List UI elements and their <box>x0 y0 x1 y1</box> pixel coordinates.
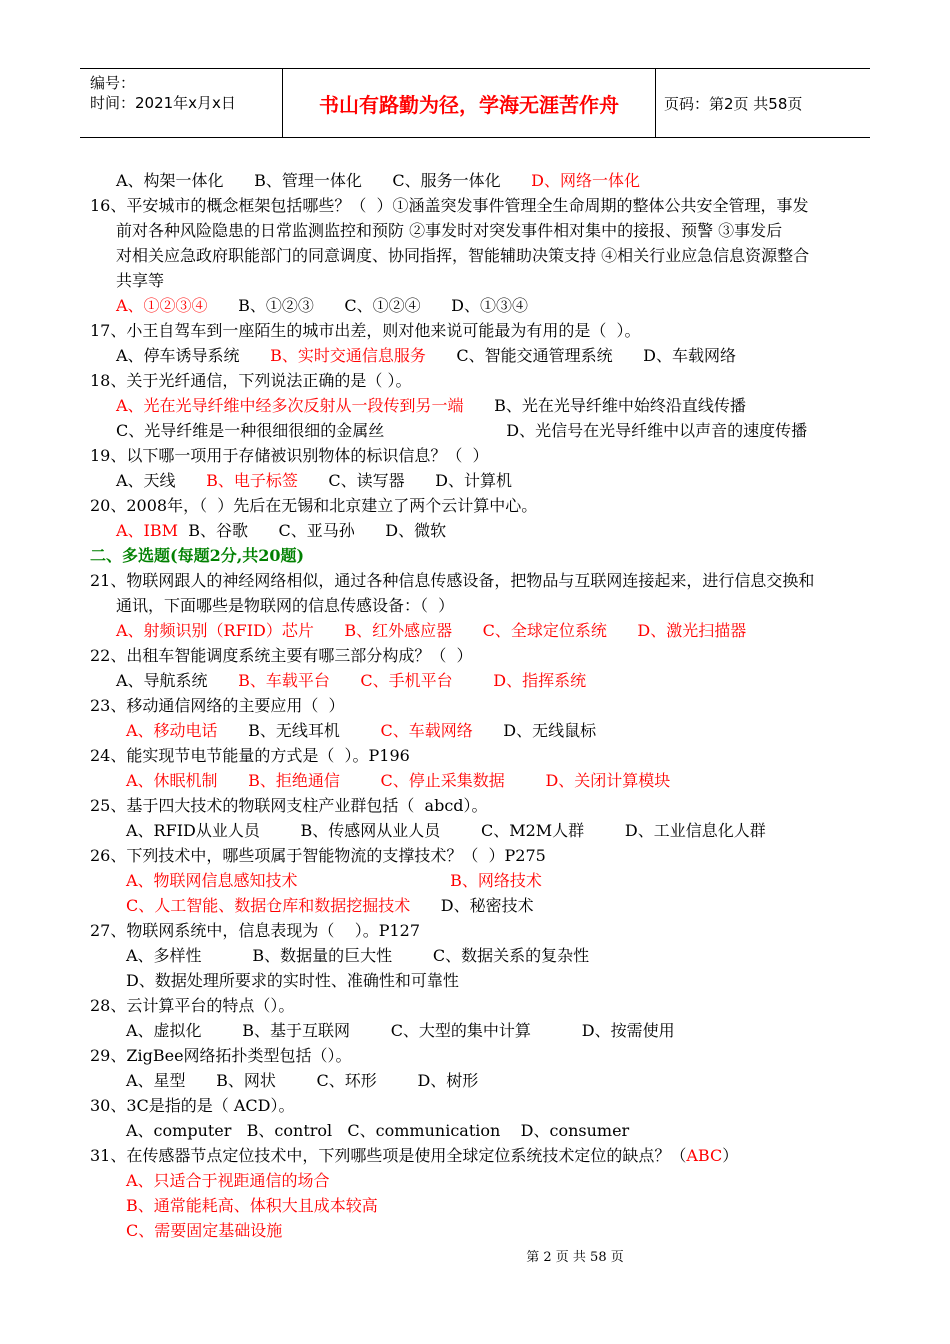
line-text: A、多样性 B、数据量的巨大性 C、数据关系的复杂性 <box>126 946 590 965</box>
page-header <box>80 68 870 138</box>
line-text: A、虚拟化 B、基于互联网 C、大型的集中计算 D、按需使用 <box>126 1021 675 1040</box>
answer-text: C、需要固定基础设施 <box>126 1221 283 1240</box>
line-text: 21、物联网跟人的神经网络相似，通过各种信息传感设备，把物品与互联网连接起来，进行信息交换和 <box>90 571 815 590</box>
text-line <box>90 218 865 243</box>
line-text: 前对各种风险隐患的日常监测监控和预防 ②事发时对突发事件相对集中的接报、预警 ③事发后 <box>116 221 783 240</box>
line-text: C、智能交通管理系统 D、车载网络 <box>425 346 736 365</box>
text-line <box>90 693 865 718</box>
line-text: A、停车诱导系统 <box>116 346 271 365</box>
text-line <box>90 718 865 743</box>
answer-text: ABC <box>686 1146 723 1165</box>
answer-text: A、射频识别（RFID）芯片 B、红外感应器 C、全球定位系统 D、激光扫描器 <box>116 621 747 640</box>
text-line <box>90 768 865 793</box>
text-line <box>90 518 865 543</box>
answer-text: C、车载网络 <box>380 721 473 740</box>
line-text: 16、平安城市的概念框架包括哪些？（ ）①涵盖突发事件管理全生命周期的整体公共安全管理，事发 <box>90 196 809 215</box>
text-line <box>90 993 865 1018</box>
answer-text: A、只适合于视距通信的场合 <box>126 1171 330 1190</box>
line-text: A、构架一体化 B、管理一体化 C、服务一体化 <box>116 171 532 190</box>
text-line <box>90 1043 865 1068</box>
line-text: 27、物联网系统中，信息表现为（ ）。P127 <box>90 921 421 940</box>
line-text: B、①②③ C、①②④ D、①③④ <box>207 296 528 315</box>
text-line <box>90 1093 865 1118</box>
line-text: ） <box>722 1146 739 1165</box>
text-line <box>90 343 865 368</box>
line-text: 18、关于光纤通信，下列说法正确的是（ ）。 <box>90 371 412 390</box>
line-text: A、导航系统 <box>116 671 239 690</box>
answer-text: A、物联网信息感知技术 B、网络技术 <box>126 871 542 890</box>
text-line <box>90 943 865 968</box>
text-line <box>90 818 865 843</box>
line-text: A、computer B、control C、communication D、consumer <box>126 1121 630 1140</box>
line-text: 19、以下哪一项用于存储被识别物体的标识信息？（ ） <box>90 446 489 465</box>
line-text: 20、2008年，（ ）先后在无锡和北京建立了两个云计算中心。 <box>90 496 538 515</box>
line-text: 29、ZigBee网络拓扑类型包括（）。 <box>90 1046 352 1065</box>
text-line <box>90 1068 865 1093</box>
footer-page-number: 第 2 页 共 58 页 <box>526 1250 624 1265</box>
section-heading: 二、多选题(每题2分,共20题) <box>90 546 305 565</box>
line-text: C、读写器 D、计算机 <box>297 471 512 490</box>
text-line <box>90 418 865 443</box>
answer-text: A、①②③④ <box>116 296 208 315</box>
header-meta <box>80 69 283 137</box>
line-text: 24、能实现节电节能量的方式是（ ）。P196 <box>90 746 410 765</box>
answer-text: A、IBM <box>116 521 179 540</box>
text-line <box>90 593 865 618</box>
answer-text: D、网络一体化 <box>531 171 640 190</box>
text-line <box>90 1118 865 1143</box>
text-line <box>90 318 865 343</box>
text-line <box>90 493 865 518</box>
text-line <box>90 793 865 818</box>
line-text: 26、下列技术中，哪些项属于智能物流的支撑技术？（ ）P275 <box>90 846 546 865</box>
text-line <box>90 293 865 318</box>
line-text: 对相关应急政府职能部门的同意调度、协同指挥，智能辅助决策支持 ④相关行业应急信息资源整合 <box>116 246 810 265</box>
answer-text: B、实时交通信息服务 <box>270 346 426 365</box>
text-line <box>90 1143 865 1168</box>
text-line <box>90 893 865 918</box>
text-line <box>90 568 865 593</box>
line-text: A、星型 B、网状 C、环形 D、树形 <box>126 1071 479 1090</box>
line-text: B、光在光导纤维中始终沿直线传播 <box>463 396 746 415</box>
page-footer <box>0 1246 950 1265</box>
line-text: 17、小王自驾车到一座陌生的城市出差，则对他来说可能最为有用的是（ ）。 <box>90 321 641 340</box>
line-text: 23、移动通信网络的主要应用（ ） <box>90 696 345 715</box>
line-text: D、数据处理所要求的实时性、准确性和可靠性 <box>126 971 459 990</box>
line-text: 31、在传感器节点定位技术中，下列哪些项是使用全球定位系统技术定位的缺点？（ <box>90 1146 687 1165</box>
header-page-label: 页码：第2页 共58页 <box>664 94 803 113</box>
header-motto: 书山有路勤为径，学海无涯苦作舟 <box>283 69 656 137</box>
doc-number-label: 编号： <box>90 74 136 92</box>
text-line <box>90 643 865 668</box>
text-line <box>90 843 865 868</box>
line-text: C、光导纤维是一种很细很细的金属丝 D、光信号在光导纤维中以声音的速度传播 <box>116 421 808 440</box>
text-line <box>90 1018 865 1043</box>
answer-text: A、移动电话 <box>126 721 218 740</box>
line-text: 通讯，下面哪些是物联网的信息传感设备：（ ） <box>116 596 455 615</box>
text-line <box>90 468 865 493</box>
answer-text: A、休眠机制 B、拒绝通信 C、停止采集数据 D、关闭计算模块 <box>126 771 671 790</box>
text-line <box>90 443 865 468</box>
line-text: D、无线鼠标 <box>472 721 597 740</box>
line-text: 共享等 <box>116 271 165 290</box>
answer-text: C、人工智能、数据仓库和数据挖掘技术 <box>126 896 411 915</box>
answer-text: B、电子标签 <box>206 471 298 490</box>
text-line <box>90 668 865 693</box>
text-line <box>90 393 865 418</box>
line-text: B、谷歌 C、亚马孙 D、微软 <box>178 521 447 540</box>
answer-text: A、光在光导纤维中经多次反射从一段传到另一端 <box>116 396 464 415</box>
doc-time-label: 时间：2021年x月x日 <box>90 94 236 112</box>
text-line <box>90 243 865 268</box>
line-text: D、秘密技术 <box>410 896 534 915</box>
question-body <box>90 168 865 1243</box>
line-text: 22、出租车智能调度系统主要有哪三部分构成？（ ） <box>90 646 473 665</box>
text-line <box>90 368 865 393</box>
text-line <box>90 618 865 643</box>
text-line <box>90 968 865 993</box>
text-line <box>90 918 865 943</box>
line-text: A、天线 <box>116 471 207 490</box>
text-line <box>90 868 865 893</box>
text-line <box>90 1168 865 1193</box>
text-line <box>90 168 865 193</box>
text-line <box>90 1193 865 1218</box>
text-line <box>90 193 865 218</box>
line-text: 28、云计算平台的特点（）。 <box>90 996 295 1015</box>
text-line <box>90 1218 865 1243</box>
line-text: 30、3C是指的是（ ACD）。 <box>90 1096 295 1115</box>
line-text: A、RFID从业人员 B、传感网从业人员 C、M2M人群 D、工业信息化人群 <box>126 821 766 840</box>
text-line <box>90 268 865 293</box>
line-text: 25、基于四大技术的物联网支柱产业群包括（ abcd）。 <box>90 796 488 815</box>
line-text: B、无线耳机 <box>217 721 381 740</box>
text-line <box>90 743 865 768</box>
text-line <box>90 543 865 568</box>
answer-text: B、通常能耗高、体积大且成本较高 <box>126 1196 378 1215</box>
answer-text: B、车载平台 C、手机平台 D、指挥系统 <box>238 671 587 690</box>
